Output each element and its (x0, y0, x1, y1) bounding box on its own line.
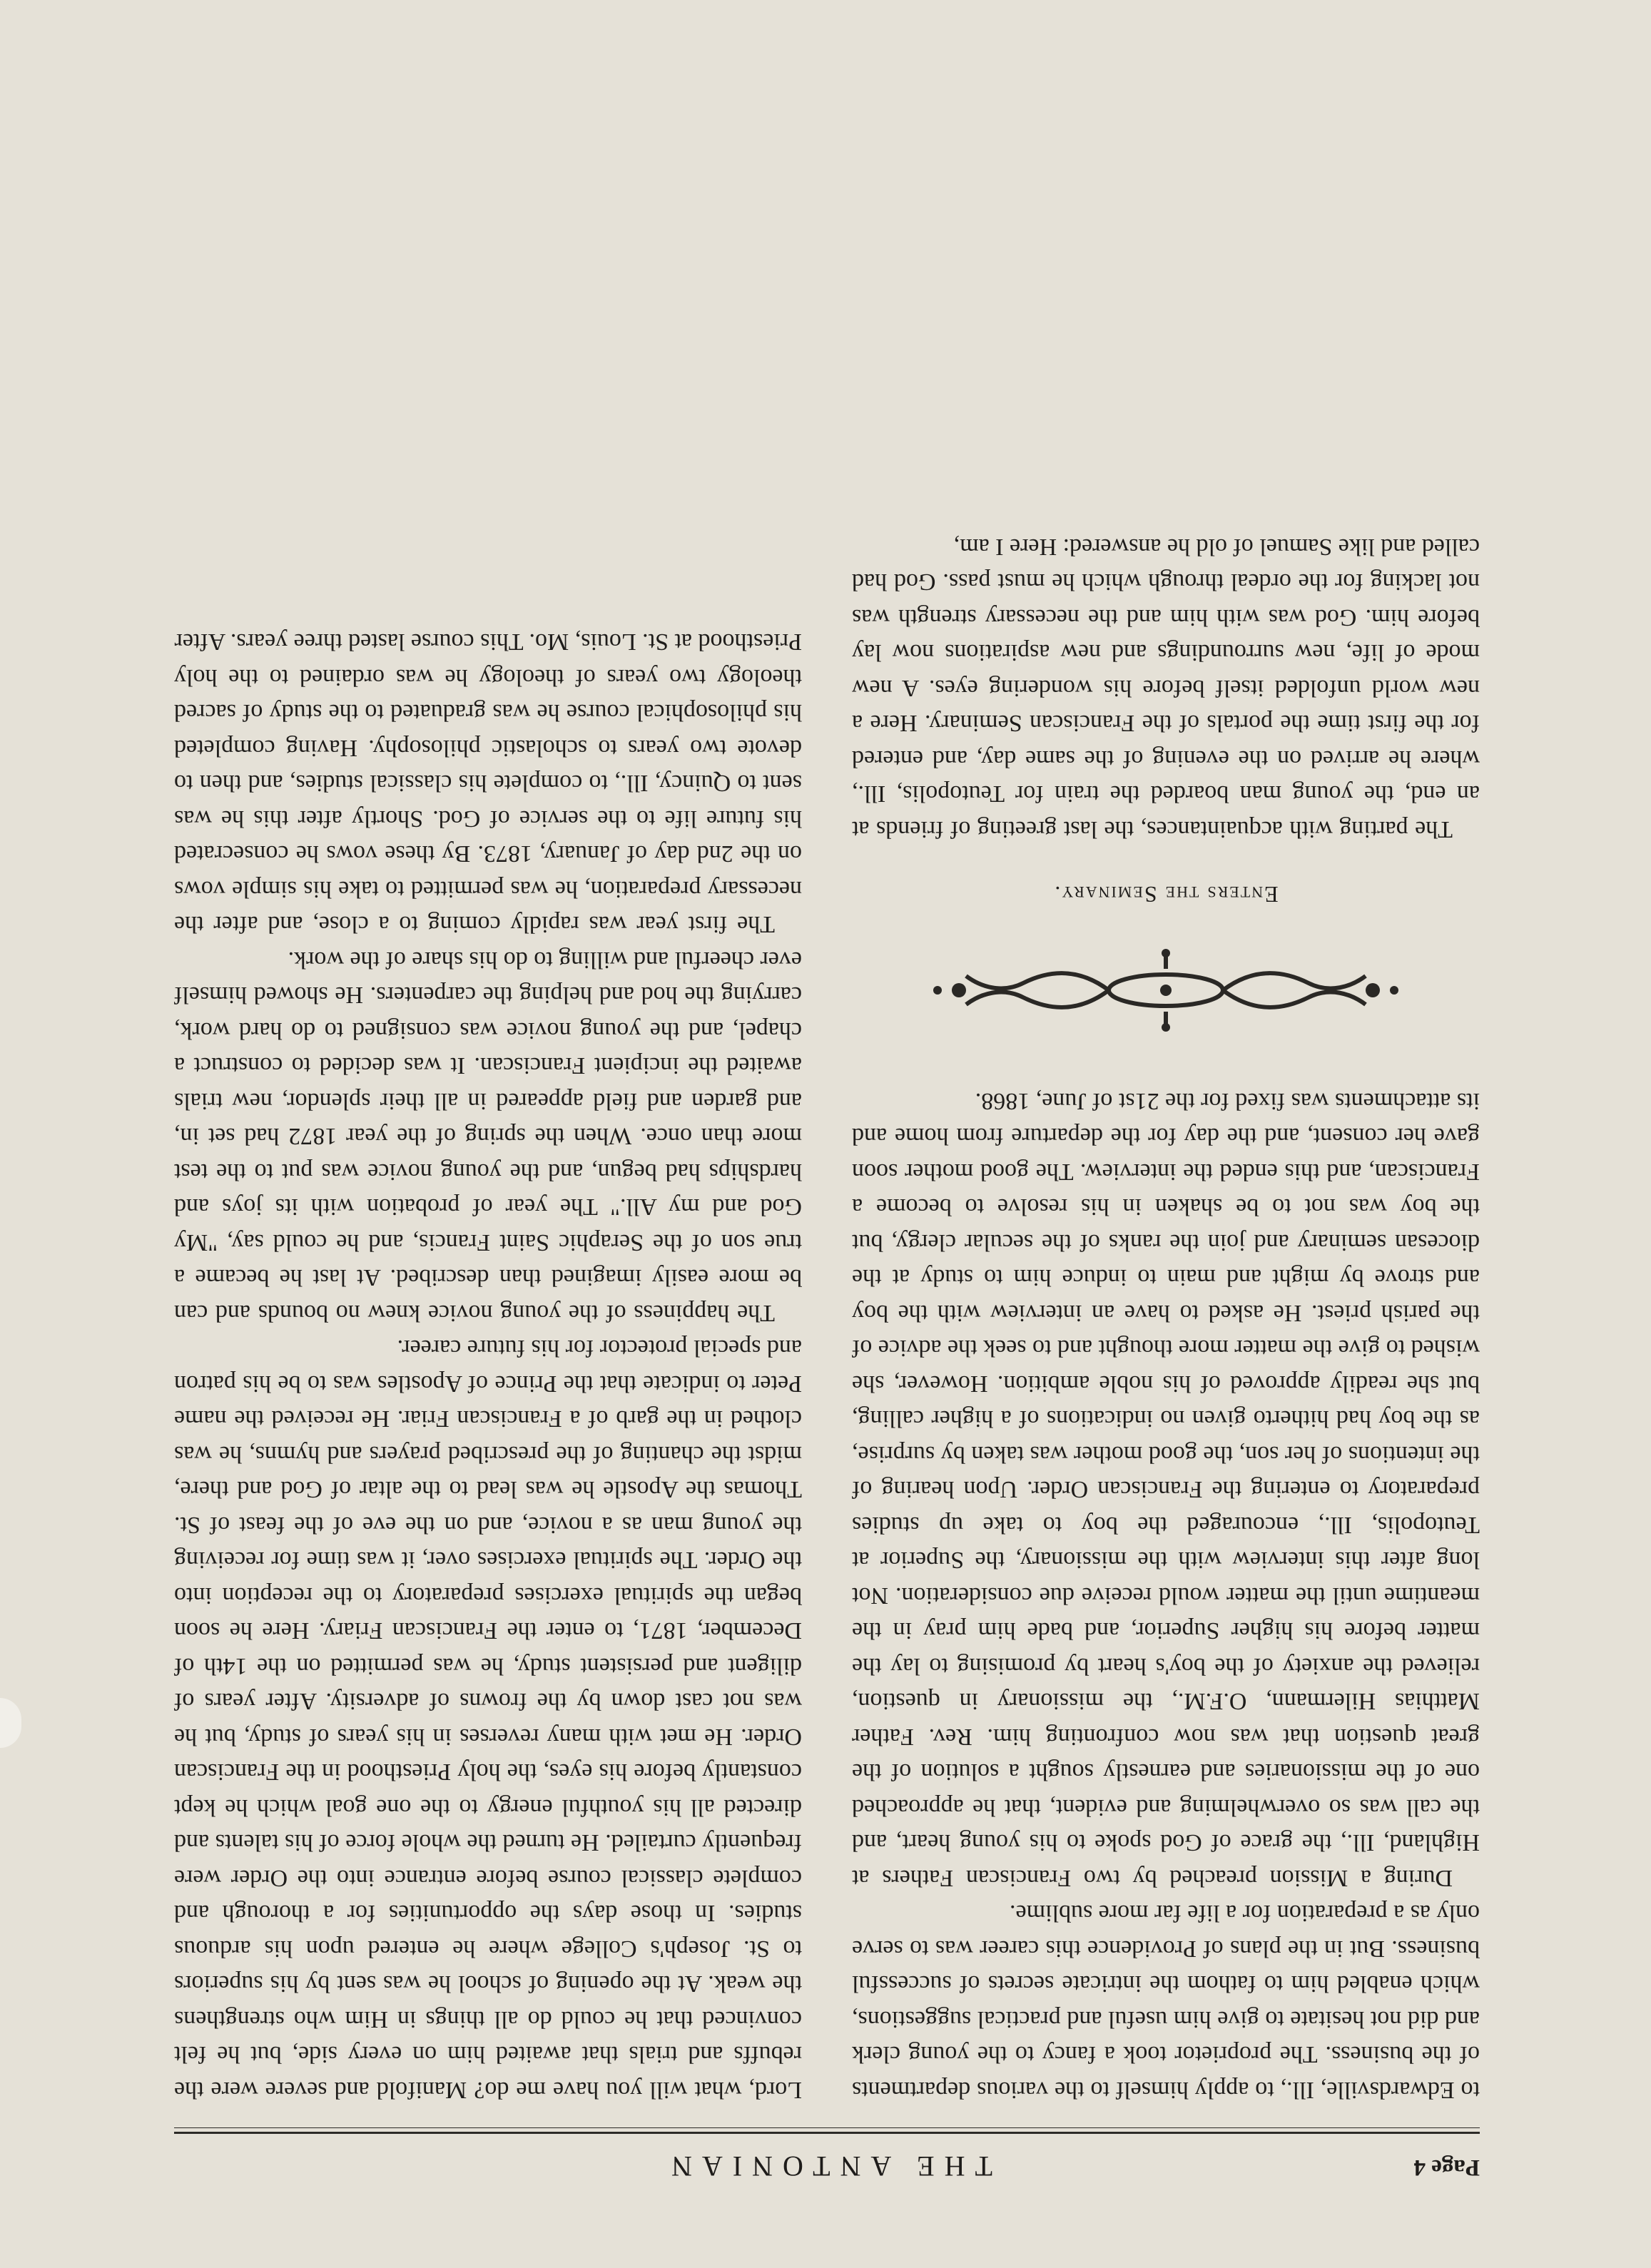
header-rule-thick (174, 2132, 1480, 2134)
paragraph: The parting with acquaintances, the last greeting of friends at an end, the young man boarded the train for Teutopolis, Ill., where he arrived on the evening of the same day, and entered for the first time the portals of the Franciscan Seminary. Here a new world unfolded itself before his wondering eyes. A new mode of life, new surroundings and new aspirations now lay before him. God was with him and the necessary strength was not lacking for the ordeal through which he must pass. God had called and like Samuel of old he answered: Here I am, (852, 534, 1480, 843)
paragraph: to Edwardsville, Ill., to apply himself to the various departments of the business. The proprietor took a fancy to the young clerk and did not hesitate to give him useful and practical suggestions, which enabled him to fathom the intricate secrets of successful business. But in the plans of Providence this career was to serve only as a preparation for a life far more sublime. (852, 1900, 1480, 2103)
paragraph: Lord, what will you have me do? Manifold and severe were the rebuffs and trials that awaited him on every side, but he felt convinced that he could do all things in Him who strengthens the weak. At the opening of school he was sent by his superiors to St. Joseph's College where he entered upon his arduous studies. In those days the opportunities for a thorough and complete classical course before entrance into the Order were frequently curtailed. He turned the whole force of his talents and directed all his youthful energy to the one goal which he kept constantly before his eyes, the holy Priesthood in the Franciscan Order. He met with many reverses in his years of study, but he was not cast down by the frowns of adversity. After years of diligent and persistent study, he was permitted on the 14th of December, 1871, to enter the Franciscan Friary. Here he soon began the spiritual exercises preparatory to the reception into the Order. The spiritual exercises over, it was time for receiving the young man as a novice, and on the eve of the feast of St. Thomas the Apostle he was lead to the altar of God and there, midst the chanting of the prescribed prayers and hymns, he was clothed in the garb of a Franciscan Friar. He received the name Peter to indicate that the Prince of Apostles was to be his patron and special protector for his future career. (174, 1335, 802, 2103)
page-number: Page 4 (1413, 2155, 1480, 2180)
left-column (852, 529, 1480, 2108)
scroll-ornament-icon (895, 948, 1437, 1034)
paragraph: The first year was rapidly coming to a close, and after the necessary preparation, he was permitted to take his simple vows on the 2nd day of January, 1873. By these vows he consecrated his future life to the service of God. Shortly after this he was sent to Quincy, Ill., to complete his classical studies, and then to devote two years to scholastic philosophy. Having completed his philosophical course he was graduated to the study of sacred theology two years of theology he was ordained to the holy Priesthood at St. Louis, Mo. This course lasted three years. After (174, 629, 802, 938)
page-header (174, 2136, 1480, 2186)
right-column (174, 624, 802, 2107)
paragraph: During a Mission preached by two Franciscan Fathers at Highland, Ill., the grace of God spoke to his young heart, and the call was so overwhelming and evident, that he approached one of the missionaries and earnestly sought a solution of the great question that was now confronting him. Rev. Father Matthias Hilermann, O.F.M., the missionary in question, relieved the anxiety of the boy's heart by promising to lay the matter before his higher Superior, and bade him pray in the meantime until the matter would receive due consideration. Not long after this interview with the missionary, the Superior at Teutopolis, Ill., encouraged the boy to take up studies preparatory to entering the Franciscan Order. Upon hearing of the intentions of her son, the good mother was taken by surprise, as the boy had hitherto given no indications of a higher calling, but she readily approved of his noble ambition. However, she wished to give the matter more thought and to seek the advice of the parish priest. He asked to have an interview with the boy and strove by might and main to induce him to study at the diocesan seminary and join the ranks of the secular clergy, but the boy was not to be shaken in his resolve to become a Franciscan, and this ended the interview. The good mother soon gave her consent, and the day for the departure from home and its attachments was fixed for the 21st of June, 1868. (852, 1088, 1480, 1891)
header-rule-thin (174, 2127, 1480, 2128)
magazine-title: THE ANTONIAN (661, 2150, 992, 2182)
paragraph: The happiness of the young novice knew no bounds and can be more easily imagined than described. At last he became a true son of the Seraphic Saint Francis, and he could say, "My God and my All." The year of probation with its joys and hardships had begun, and the young novice was put to the test more than once. When the spring of the year 1872 had set in, and garden and field appeared in all their splendor, new trials awaited the incipient Franciscan. It was decided to construct a chapel, and the young novice was consigned to do hard work, carrying the hod and helping the carpenters. He showed himself ever cheerful and willing to do his share of the work. (174, 947, 802, 1326)
section-heading: Enters the Seminary. (1053, 882, 1279, 908)
